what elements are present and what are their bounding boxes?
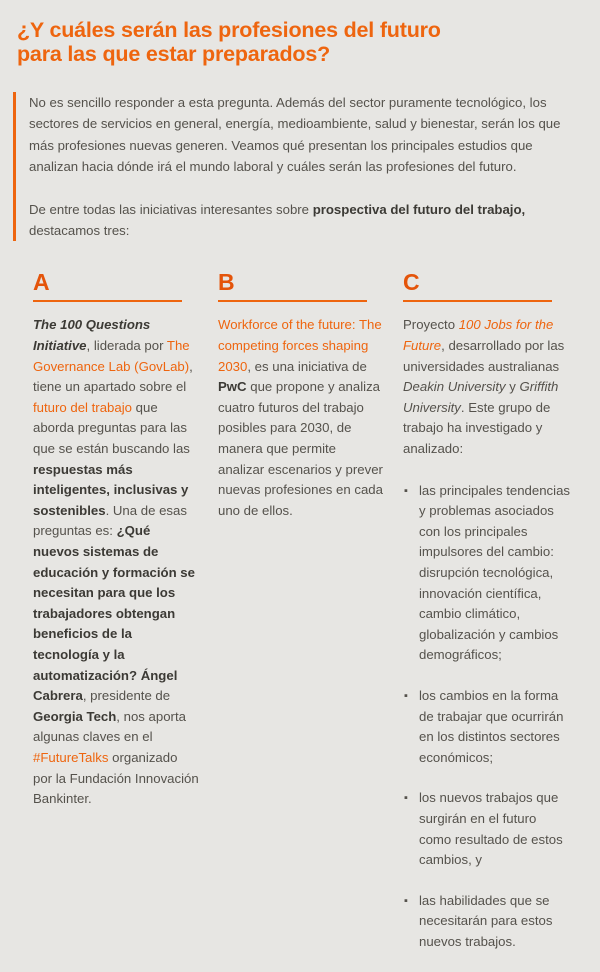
page-title	[17, 18, 576, 66]
text-segment: Georgia Tech	[33, 708, 117, 724]
text-segment: prospectiva del futuro del trabajo,	[312, 201, 526, 217]
text-segment: que propone y analiza cuatro futuros del trabajo posibles para 2030, de manera que permite analizar escenarios y prever nuevas profesiones en cada uno de ellos.	[218, 379, 383, 518]
text-segment: y	[505, 379, 520, 395]
text-segment: . Una de esas preguntas es:	[33, 502, 187, 539]
inline-link[interactable]: 100 Jobs for the Future	[403, 317, 554, 354]
text-segment: , liderada por	[86, 338, 167, 354]
column-b-body	[218, 315, 385, 521]
intro-paragraph-1: No es sencillo responder a esta pregunta. Además del sector puramente tecnológico, los sectores de servicios en general, energía, medioambiente, salud y bienestar, serán los que más profesiones nuevas generen. Veamos qué presentan los principales estudios que analizan hacia dónde irá el mundo laboral y cuáles serán las profesiones del futuro.	[29, 95, 561, 175]
column-a	[33, 269, 200, 972]
text-segment: Griffith University	[403, 379, 559, 415]
text-segment: , desarrollado por las universidades australianas	[403, 338, 565, 374]
text-segment: PwC	[218, 379, 247, 395]
inline-link[interactable]: The Governance Lab (GovLab)	[33, 338, 190, 374]
intro-block	[13, 92, 576, 241]
bullet-item: ▪ los cambios en la forma de trabajar que ocurrirán en los distintos sectores económicos;	[403, 686, 570, 768]
text-segment: , nos aporta algunas claves en el	[33, 708, 186, 745]
column-b-letter: B	[218, 269, 235, 296]
text-segment: . Este grupo de trabajo ha investigado y analizado:	[403, 399, 551, 456]
column-c-letter: C	[403, 269, 420, 296]
text-segment: , es una iniciativa de	[247, 358, 367, 374]
inline-link[interactable]: Workforce of the future: The competing forces shaping 2030	[218, 317, 382, 374]
intro-paragraph-2	[29, 199, 568, 242]
initiatives-columns	[33, 269, 570, 972]
intro-text	[16, 92, 568, 241]
column-c-rule	[403, 300, 552, 302]
column-b	[218, 269, 385, 972]
text-segment: destacamos tres:	[29, 223, 130, 239]
bullet-item: ▪ las habilidades que se necesitarán para estos nuevos trabajos.	[403, 891, 570, 953]
text-segment: que aborda preguntas para las que se están buscando las	[33, 399, 190, 456]
bullet-list	[403, 481, 570, 953]
text-segment: organizado por la Fundación Innovación Bankinter.	[33, 749, 199, 807]
page-title-line-1: ¿Y cuáles serán las profesiones del futuro	[17, 18, 441, 42]
bullet-item: ▪ los nuevos trabajos que surgirán en el futuro como resultado de estos cambios, y	[403, 788, 570, 870]
column-b-rule	[218, 300, 367, 302]
text-segment: Deakin University	[403, 379, 506, 395]
inline-link[interactable]: #FutureTalks	[33, 749, 109, 765]
text-segment: ¿Qué nuevos sistemas de educación y formación se necesitan para que los trabajadores obtengan beneficios de la tecnología y la automatización?	[33, 523, 195, 683]
bullet-item: ▪ las principales tendencias y problemas asociados con los principales impulsores del cambio: disrupción tecnológica, innovación científica, cambio climático, globalización y cambios demográficos;	[403, 481, 570, 666]
column-c-body	[403, 315, 570, 459]
inline-link[interactable]: futuro del trabajo	[33, 399, 132, 415]
column-a-body	[33, 315, 200, 809]
column-a-rule	[33, 300, 182, 302]
text-segment: Proyecto	[403, 317, 459, 333]
column-a-letter: A	[33, 269, 50, 296]
text-segment: , presidente de	[82, 688, 171, 704]
text-segment: The 100 Questions Initiative	[33, 317, 151, 354]
text-segment: Ángel Cabrera	[33, 667, 178, 704]
text-segment: De entre todas las iniciativas interesantes sobre	[29, 201, 313, 217]
column-c	[403, 269, 570, 972]
text-segment: , tiene un apartado sobre el	[33, 358, 193, 395]
text-segment: respuestas más inteligentes, inclusivas y sostenibles	[33, 461, 189, 518]
page-title-line-2: para las que estar preparados?	[17, 42, 331, 66]
